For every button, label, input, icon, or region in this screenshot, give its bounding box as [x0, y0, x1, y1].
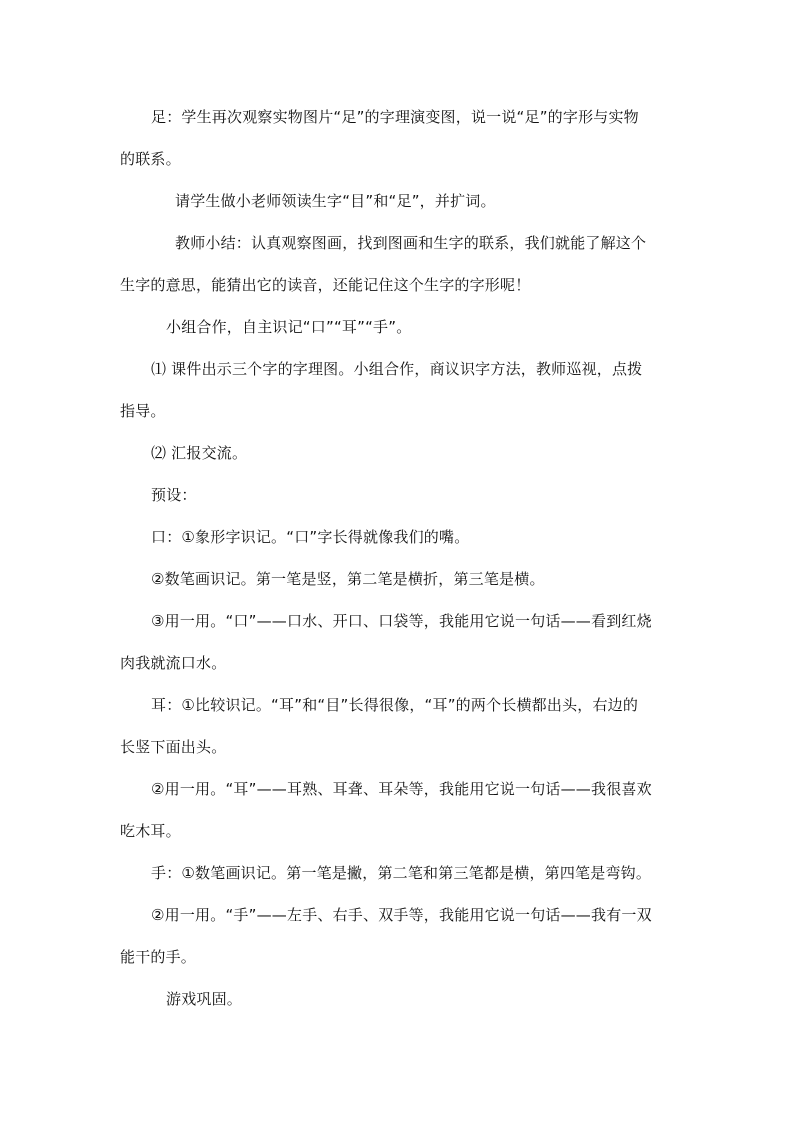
paragraph-teacher-summary-line-2: 生字的意思，能猜出它的读音，还能记住这个生字的字形呢！ [120, 276, 531, 294]
er-item-2-line-1: ②用一用。“耳”——耳熟、耳聋、耳朵等，我能用它说一句话——我很喜欢 [151, 780, 652, 798]
paragraph-group-work: 小组合作，自主识记“口”“耳”“手”。 [166, 318, 412, 336]
paragraph-zu-line-1: 足：学生再次观察实物图片“足”的字理演变图，说一说“足”的字形与实物 [151, 108, 639, 126]
paragraph-lead-reading: 请学生做小老师领读生字“目”和“足”，并扩词。 [175, 192, 496, 210]
preset-heading: 预设： [151, 486, 197, 504]
er-item-2-line-2: 吃木耳。 [120, 822, 181, 840]
shou-item-2-line-2: 能干的手。 [120, 948, 197, 966]
step-2: ⑵ 汇报交流。 [151, 444, 248, 462]
paragraph-game-consolidation: 游戏巩固。 [166, 990, 243, 1008]
shou-item-1: 手：①数笔画识记。第一笔是撇，第二笔和第三笔都是横，第四笔是弯钩。 [151, 864, 652, 882]
er-item-1-line-2: 长竖下面出头。 [120, 738, 227, 756]
kou-item-3-line-2: 肉我就流口水。 [120, 654, 227, 672]
kou-item-3-line-1: ③用一用。“口”——口水、开口、口袋等，我能用它说一句话——看到红烧 [151, 612, 652, 630]
kou-item-2: ②数笔画识记。第一笔是竖，第二笔是横折，第三笔是横。 [151, 570, 545, 588]
step-1-line-2: 指导。 [120, 402, 166, 420]
er-item-1-line-1: 耳：①比较识记。“耳”和“目”长得很像，“耳”的两个长横都出头，右边的 [151, 696, 639, 714]
kou-item-1: 口：①象形字识记。“口”字长得就像我们的嘴。 [151, 528, 470, 546]
paragraph-teacher-summary-line-1: 教师小结：认真观察图画，找到图画和生字的联系，我们就能了解这个 [175, 234, 647, 252]
paragraph-zu-line-2: 的联系。 [120, 150, 181, 168]
shou-item-2-line-1: ②用一用。“手”——左手、右手、双手等，我能用它说一句话——我有一双 [151, 906, 652, 924]
step-1-line-1: ⑴ 课件出示三个字的字理图。小组合作，商议识字方法，教师巡视，点拨 [151, 360, 643, 378]
